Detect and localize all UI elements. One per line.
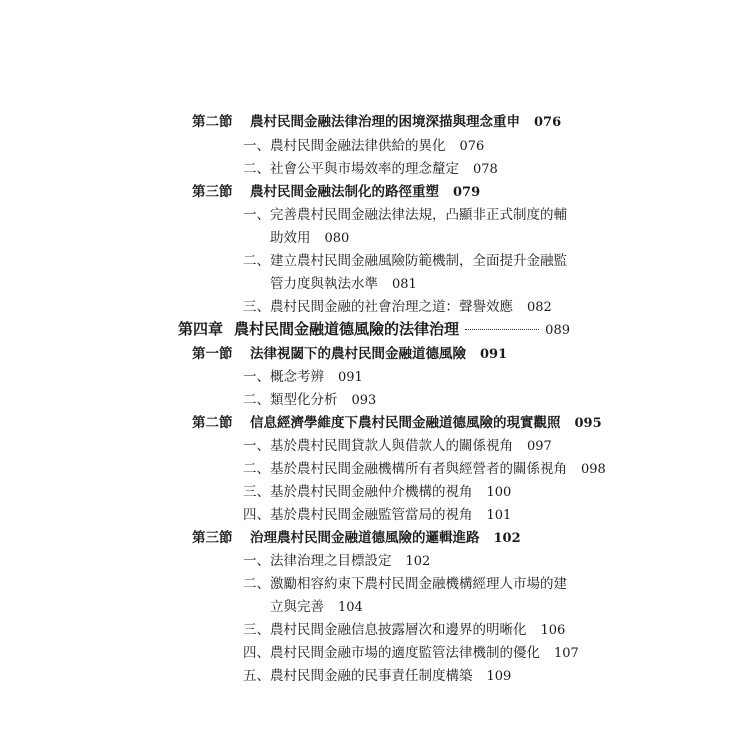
section-number: 第二節 (192, 415, 233, 431)
item-text: 一、農村民間金融法律供給的異化 (243, 138, 446, 154)
item-text: 一、概念考辨 (243, 369, 324, 385)
section-number: 第二節 (192, 114, 233, 130)
item-text: 三、基於農村民間金融仲介機構的視角 (243, 484, 473, 500)
page-number: 109 (486, 669, 512, 684)
toc-item (243, 552, 430, 571)
toc-item (243, 206, 567, 224)
toc-section-heading (192, 345, 507, 364)
item-text: 助效用 (270, 230, 311, 246)
item-text: 立與完善 (270, 599, 324, 615)
page-number: 076 (459, 139, 485, 154)
item-text: 二、基於農村民間金融機構所有者與經營者的關係視角 (243, 461, 567, 477)
toc-item (243, 298, 552, 317)
dot-leader (465, 329, 539, 330)
page-number: 082 (527, 300, 552, 315)
toc-item-continuation (270, 598, 363, 617)
toc-item (243, 460, 606, 479)
item-text: 一、法律治理之目標設定 (243, 553, 392, 569)
toc-item (243, 667, 511, 686)
item-text: 二、類型化分析 (243, 392, 338, 408)
section-number: 第三節 (192, 530, 233, 546)
item-text: 管力度與執法水準 (270, 276, 378, 292)
item-text: 五、農村民間金融的民事責任制度構築 (243, 668, 473, 684)
item-text: 四、農村民間金融市場的適度監管法律機制的優化 (243, 645, 540, 661)
page-number: 089 (545, 323, 570, 338)
toc-item (243, 483, 511, 502)
page-number: 093 (351, 393, 377, 408)
toc-section-heading (192, 113, 561, 132)
page-number: 101 (486, 508, 512, 523)
page-number: 091 (480, 347, 508, 362)
toc-section-heading (192, 414, 602, 433)
page-number: 098 (581, 462, 606, 477)
page-number: 097 (527, 439, 552, 454)
section-number: 第一節 (192, 346, 233, 362)
item-text: 一、完善農村民間金融法律法規，凸顯非正式制度的輔 (243, 207, 567, 223)
page-number: 076 (534, 115, 562, 130)
toc-section-heading (192, 529, 521, 548)
page-number: 102 (405, 554, 431, 569)
page-number: 091 (338, 370, 363, 385)
item-text: 二、社會公平與市場效率的理念釐定 (243, 161, 459, 177)
section-title: 農村民間金融法制化的路徑重塑 (250, 184, 439, 200)
toc-section-heading (192, 183, 480, 202)
item-text: 二、建立農村民間金融風險防範機制，全面提升金融監 (243, 253, 567, 269)
page-number: 078 (473, 162, 498, 177)
item-text: 三、農村民間金融的社會治理之道：聲譽效應 (243, 299, 513, 315)
section-title: 治理農村民間金融道德風險的邏輯進路 (250, 530, 480, 546)
page-number: 079 (453, 185, 481, 200)
page-number: 104 (338, 600, 363, 615)
section-title: 農村民間金融法律治理的困境深描與理念重申 (250, 114, 520, 130)
toc-item (243, 506, 511, 525)
item-text: 二、激勵相容約束下農村民間金融機構經理人市場的建 (243, 576, 567, 592)
item-text: 四、基於農村民間金融監管當局的視角 (243, 507, 473, 523)
toc-item (243, 368, 363, 387)
page-number: 080 (324, 231, 350, 246)
section-title: 法律視閾下的農村民間金融道德風險 (250, 346, 466, 362)
item-text: 三、農村民間金融信息披露層次和邊界的明晰化 (243, 622, 527, 638)
page-number: 100 (486, 485, 512, 500)
page-number: 107 (554, 646, 579, 661)
chapter-title: 農村民間金融道德風險的法律治理 (234, 320, 460, 338)
toc-chapter-heading (178, 320, 570, 340)
toc-item (243, 621, 565, 640)
page-number: 095 (574, 416, 602, 431)
page-number: 081 (392, 277, 417, 292)
toc-item (243, 437, 552, 456)
toc-item (243, 644, 579, 663)
toc-item (243, 160, 498, 179)
toc-item (243, 391, 376, 410)
chapter-number: 第四章 (178, 320, 224, 338)
toc-item-continuation (270, 229, 349, 248)
toc-item (243, 252, 567, 270)
toc-item (243, 575, 567, 593)
toc-item (243, 137, 484, 156)
item-text: 一、基於農村民間貸款人與借款人的關係視角 (243, 438, 513, 454)
toc-item-continuation (270, 275, 417, 294)
page-number: 102 (493, 531, 521, 546)
section-title: 信息經濟學維度下農村民間金融道德風險的現實觀照 (250, 415, 561, 431)
page-number: 106 (540, 623, 566, 638)
section-number: 第三節 (192, 184, 233, 200)
